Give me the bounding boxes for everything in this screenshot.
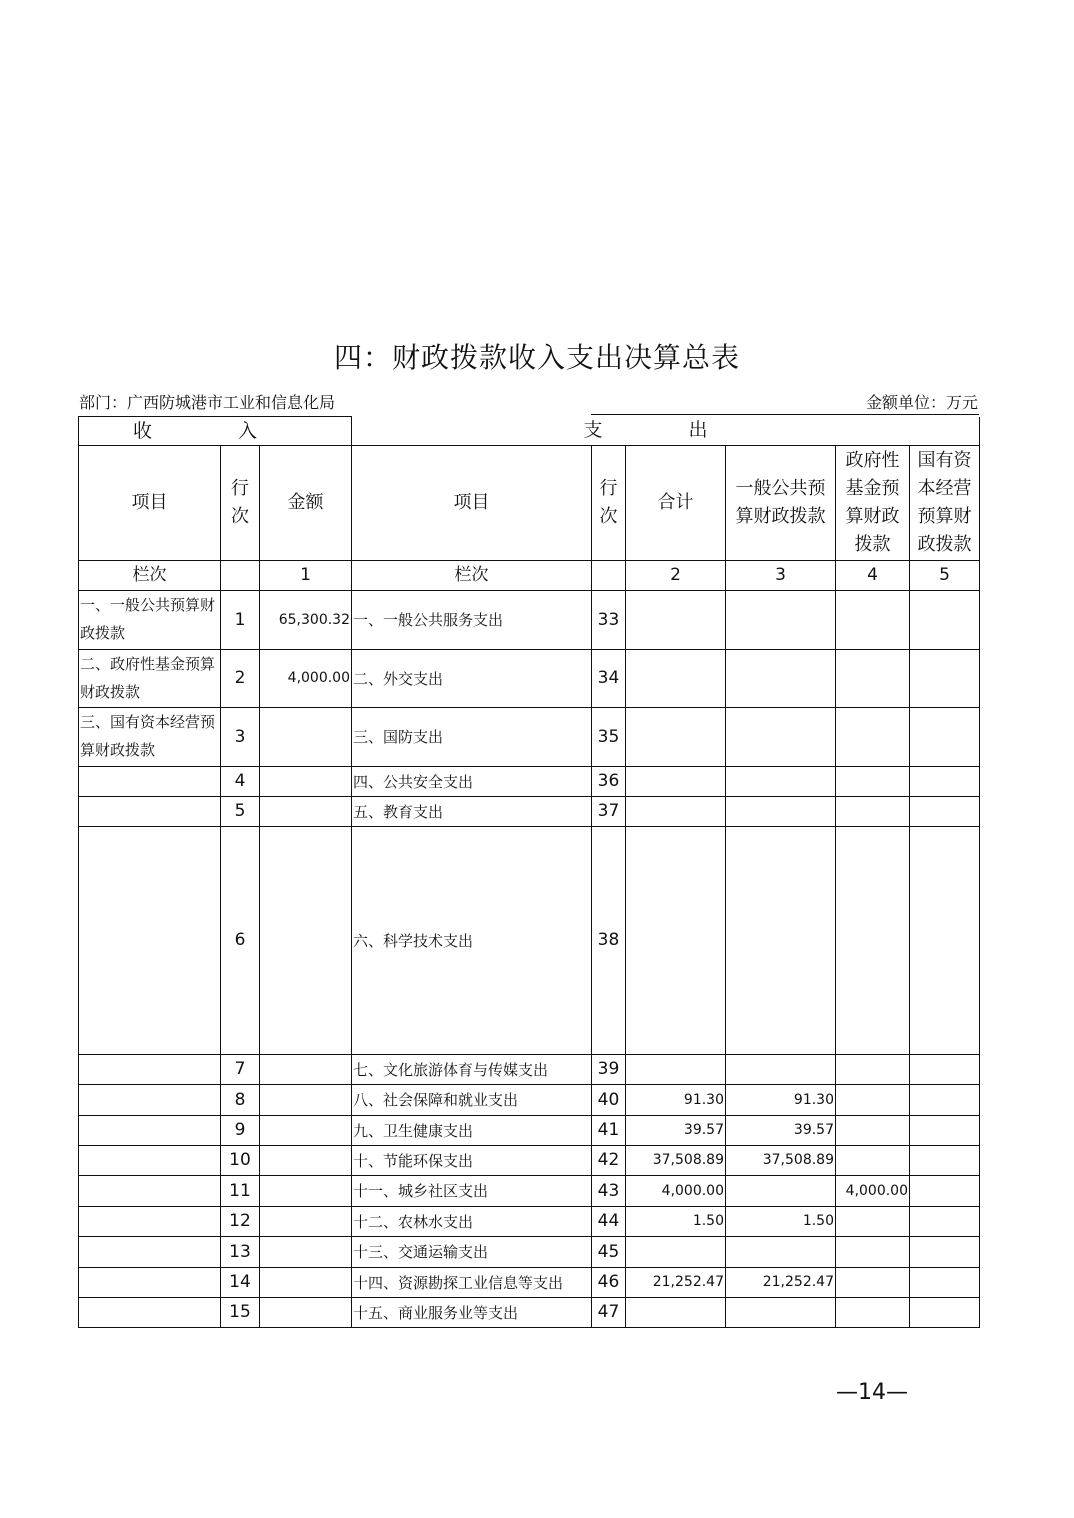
row-state-capital xyxy=(910,1116,980,1146)
row-income-amount xyxy=(260,1176,352,1207)
header-expense-item: 项目 xyxy=(352,446,592,561)
row-total: 21,252.47 xyxy=(626,1268,726,1298)
row-expense-row: 38 xyxy=(592,827,626,1055)
row-income-row: 2 xyxy=(221,650,260,708)
row-income-item xyxy=(79,1176,221,1207)
row-general xyxy=(726,591,836,650)
row-income-amount: 4,000.00 xyxy=(260,650,352,708)
row-general xyxy=(726,1237,836,1268)
header-general: 一般公共预算财政拨款 xyxy=(726,446,836,561)
row-total: 4,000.00 xyxy=(626,1176,726,1207)
row-fund xyxy=(836,1116,910,1146)
row-general xyxy=(726,797,836,827)
row-income-row: 4 xyxy=(221,767,260,797)
row-income-item xyxy=(79,1237,221,1268)
row-total: 1.50 xyxy=(626,1207,726,1237)
col-index-total: 2 xyxy=(626,561,726,591)
header-state-capital: 国有资本经营预算财政拨款 xyxy=(910,446,980,561)
row-expense-row: 47 xyxy=(592,1298,626,1328)
row-income-item xyxy=(79,1207,221,1237)
row-income-item xyxy=(79,797,221,827)
row-state-capital xyxy=(910,797,980,827)
col-index-fund: 4 xyxy=(836,561,910,591)
row-expense-item: 十四、资源勘探工业信息等支出 xyxy=(352,1268,592,1298)
row-general xyxy=(726,1298,836,1328)
row-total xyxy=(626,767,726,797)
header-expense-row: 行次 xyxy=(592,446,626,561)
expense-section-header: 支 出 xyxy=(352,417,980,446)
row-expense-item: 十、节能环保支出 xyxy=(352,1146,592,1176)
row-income-amount xyxy=(260,767,352,797)
row-income-item xyxy=(79,1116,221,1146)
row-income-item xyxy=(79,1146,221,1176)
row-state-capital xyxy=(910,1207,980,1237)
table-row xyxy=(79,1176,980,1207)
department-label: 部门：广西防城港市工业和信息化局 xyxy=(79,393,336,412)
col-index-blank xyxy=(221,561,260,591)
row-general xyxy=(726,767,836,797)
row-fund xyxy=(836,1268,910,1298)
row-total: 91.30 xyxy=(626,1085,726,1116)
row-expense-row: 44 xyxy=(592,1207,626,1237)
col-index-state-capital: 5 xyxy=(910,561,980,591)
row-fund xyxy=(836,827,910,1055)
income-section-header: 收 入 xyxy=(79,417,352,446)
row-income-amount xyxy=(260,1116,352,1146)
row-fund: 4,000.00 xyxy=(836,1176,910,1207)
row-total xyxy=(626,1237,726,1268)
row-state-capital xyxy=(910,1298,980,1328)
appropriation-table xyxy=(78,416,980,1328)
row-state-capital xyxy=(910,591,980,650)
row-fund xyxy=(836,650,910,708)
table-row xyxy=(79,650,980,708)
row-income-item xyxy=(79,1055,221,1085)
row-income-item: 一、一般公共预算财政拨款 xyxy=(79,591,221,650)
row-expense-row: 46 xyxy=(592,1268,626,1298)
row-general: 37,508.89 xyxy=(726,1146,836,1176)
row-total: 39.57 xyxy=(626,1116,726,1146)
row-general xyxy=(726,827,836,1055)
row-income-row: 14 xyxy=(221,1268,260,1298)
row-income-amount xyxy=(260,797,352,827)
row-general: 39.57 xyxy=(726,1116,836,1146)
table-row xyxy=(79,708,980,767)
row-income-row: 1 xyxy=(221,591,260,650)
row-expense-row: 35 xyxy=(592,708,626,767)
row-total xyxy=(626,650,726,708)
table-row xyxy=(79,767,980,797)
row-fund xyxy=(836,1055,910,1085)
row-income-amount xyxy=(260,1146,352,1176)
table-row xyxy=(79,1085,980,1116)
row-state-capital xyxy=(910,1055,980,1085)
row-expense-row: 45 xyxy=(592,1237,626,1268)
row-income-amount xyxy=(260,1237,352,1268)
row-state-capital xyxy=(910,1268,980,1298)
row-expense-item: 五、教育支出 xyxy=(352,797,592,827)
row-income-amount xyxy=(260,1207,352,1237)
page-number: —14— xyxy=(836,1380,908,1405)
row-income-amount: 65,300.32 xyxy=(260,591,352,650)
row-total xyxy=(626,797,726,827)
row-expense-item: 八、社会保障和就业支出 xyxy=(352,1085,592,1116)
row-fund xyxy=(836,708,910,767)
table-row xyxy=(79,1116,980,1146)
row-income-item xyxy=(79,827,221,1055)
row-expense-item: 七、文化旅游体育与传媒支出 xyxy=(352,1055,592,1085)
header-total: 合计 xyxy=(626,446,726,561)
row-expense-item: 三、国防支出 xyxy=(352,708,592,767)
col-index-expense-label: 栏次 xyxy=(352,561,592,591)
row-general: 21,252.47 xyxy=(726,1268,836,1298)
table-row xyxy=(79,1055,980,1085)
row-income-row: 13 xyxy=(221,1237,260,1268)
row-expense-item: 十二、农林水支出 xyxy=(352,1207,592,1237)
header-income-row: 行次 xyxy=(221,446,260,561)
row-total xyxy=(626,591,726,650)
row-expense-item: 十五、商业服务业等支出 xyxy=(352,1298,592,1328)
page-title: 四：财政拨款收入支出决算总表 xyxy=(333,341,740,374)
row-fund xyxy=(836,797,910,827)
row-income-amount xyxy=(260,1268,352,1298)
row-state-capital xyxy=(910,767,980,797)
expense-top-rule xyxy=(591,414,979,415)
row-income-amount xyxy=(260,827,352,1055)
row-expense-item: 十三、交通运输支出 xyxy=(352,1237,592,1268)
table-row xyxy=(79,1207,980,1237)
row-expense-item: 四、公共安全支出 xyxy=(352,767,592,797)
table-row xyxy=(79,591,980,650)
row-expense-item: 一、一般公共服务支出 xyxy=(352,591,592,650)
header-fund: 政府性基金预算财政拨款 xyxy=(836,446,910,561)
col-index-blank xyxy=(592,561,626,591)
row-income-amount xyxy=(260,1085,352,1116)
row-fund xyxy=(836,1085,910,1116)
row-state-capital xyxy=(910,827,980,1055)
row-state-capital xyxy=(910,708,980,767)
row-income-row: 9 xyxy=(221,1116,260,1146)
row-income-item xyxy=(79,767,221,797)
row-expense-item: 二、外交支出 xyxy=(352,650,592,708)
row-total: 37,508.89 xyxy=(626,1146,726,1176)
row-general: 91.30 xyxy=(726,1085,836,1116)
row-income-amount xyxy=(260,1055,352,1085)
row-income-amount xyxy=(260,1298,352,1328)
row-general xyxy=(726,1176,836,1207)
row-income-row: 6 xyxy=(221,827,260,1055)
row-fund xyxy=(836,767,910,797)
row-fund xyxy=(836,1298,910,1328)
row-income-item xyxy=(79,1085,221,1116)
row-general xyxy=(726,1055,836,1085)
row-expense-row: 41 xyxy=(592,1116,626,1146)
row-income-row: 15 xyxy=(221,1298,260,1328)
row-fund xyxy=(836,1207,910,1237)
row-total xyxy=(626,827,726,1055)
row-income-item: 三、国有资本经营预算财政拨款 xyxy=(79,708,221,767)
col-index-income-label: 栏次 xyxy=(79,561,221,591)
row-income-item xyxy=(79,1268,221,1298)
row-expense-row: 34 xyxy=(592,650,626,708)
row-income-item xyxy=(79,1298,221,1328)
row-fund xyxy=(836,1146,910,1176)
row-expense-item: 十一、城乡社区支出 xyxy=(352,1176,592,1207)
row-state-capital xyxy=(910,1085,980,1116)
col-index-income-amount: 1 xyxy=(260,561,352,591)
table-row xyxy=(79,827,980,1055)
row-income-row: 12 xyxy=(221,1207,260,1237)
table-row xyxy=(79,1146,980,1176)
row-state-capital xyxy=(910,1237,980,1268)
row-fund xyxy=(836,1237,910,1268)
row-income-row: 11 xyxy=(221,1176,260,1207)
row-expense-item: 九、卫生健康支出 xyxy=(352,1116,592,1146)
row-expense-row: 33 xyxy=(592,591,626,650)
row-expense-row: 36 xyxy=(592,767,626,797)
row-total xyxy=(626,708,726,767)
row-income-row: 8 xyxy=(221,1085,260,1116)
row-total xyxy=(626,1055,726,1085)
row-income-item: 二、政府性基金预算财政拨款 xyxy=(79,650,221,708)
unit-label: 金额单位：万元 xyxy=(865,393,978,412)
row-income-row: 7 xyxy=(221,1055,260,1085)
row-expense-row: 40 xyxy=(592,1085,626,1116)
table-row xyxy=(79,1237,980,1268)
row-general xyxy=(726,708,836,767)
row-expense-row: 37 xyxy=(592,797,626,827)
header-income-item: 项目 xyxy=(79,446,221,561)
row-income-row: 10 xyxy=(221,1146,260,1176)
table-row xyxy=(79,797,980,827)
row-state-capital xyxy=(910,1146,980,1176)
row-state-capital xyxy=(910,1176,980,1207)
row-expense-item: 六、科学技术支出 xyxy=(352,827,592,1055)
row-expense-row: 42 xyxy=(592,1146,626,1176)
row-income-row: 5 xyxy=(221,797,260,827)
row-income-row: 3 xyxy=(221,708,260,767)
row-general: 1.50 xyxy=(726,1207,836,1237)
row-income-amount xyxy=(260,708,352,767)
row-total xyxy=(626,1298,726,1328)
table-row xyxy=(79,1298,980,1328)
row-expense-row: 43 xyxy=(592,1176,626,1207)
header-income-amount: 金额 xyxy=(260,446,352,561)
row-state-capital xyxy=(910,650,980,708)
row-general xyxy=(726,650,836,708)
table-row xyxy=(79,1268,980,1298)
col-index-general: 3 xyxy=(726,561,836,591)
row-expense-row: 39 xyxy=(592,1055,626,1085)
row-fund xyxy=(836,591,910,650)
